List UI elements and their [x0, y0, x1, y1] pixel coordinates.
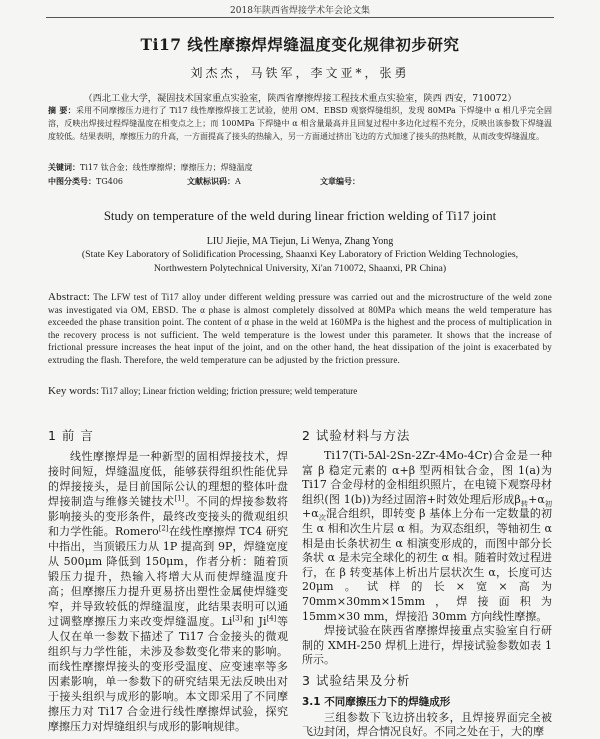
article-no-item — [320, 176, 360, 187]
section-3-paragraph-1: 三组参数下飞边挤出较多，且焊接界面完全被飞边封闭，焊合情况良好。不同之处在于，大的摩 — [302, 710, 552, 738]
affiliation-english-line1: (State Key Laboratory of Solidification Processing, Shaanxi Key Laboratory of Friction Welding Technologies, — [81, 249, 519, 260]
section-2-heading: 2 试验材料与方法 — [302, 428, 411, 443]
header-rule — [46, 17, 554, 18]
clc-value: TG406 — [96, 177, 123, 186]
abstract-english-label: Abstract: — [48, 291, 91, 303]
article-no-label: 文章编号： — [320, 177, 360, 186]
clc-item — [48, 176, 187, 187]
section-2-text-run: Ti17(Ti-5Al-2Sn-2Zr-4Mo-4Cr)合金是一种富 β 稳定元素的 α+β 型两相钛合金，图 1(a)为 Ti17 合金母材的金相组织照片，在电镜下观察母材组织(图 1(b))为经过固溶+时效处理后形成β — [302, 449, 552, 506]
abstract-chinese-label: 摘 要： — [48, 106, 76, 115]
running-header: 2018年陕西省焊接学术年会论文集 — [230, 6, 370, 16]
phase-subscript: 次 — [318, 514, 327, 523]
left-column — [48, 428, 289, 733]
section-2-text-run: +α — [528, 492, 545, 506]
citation: [2] — [158, 524, 169, 533]
section-2-paragraph-2: 焊接试验在陕西省摩擦焊接重点实验室自行研制的 XMH-250 焊机上进行，焊接试验参数如表 1 所示。 — [302, 624, 552, 667]
abstract-chinese — [48, 104, 552, 143]
clc-label: 中图分类号： — [48, 177, 96, 186]
keywords-chinese-text: Ti17 钛合金；线性摩擦焊；摩擦压力；焊缝温度 — [80, 163, 253, 172]
citation: [1] — [174, 494, 185, 503]
abstract-english-text: The LFW test of Ti17 alloy under different welding pressure was carried out and the microstructure of the weld zone was investigated via OM, EBSD. The α phase is almost completely dissolved at 80MPa which means the weld temperature has exceeded the phase transition point. The content of α phase in the weld at 160MPa is the highest and the process of multiplication in the recovery process is not sufficient. The weld temperature is the lowest under this parameter. It shows that the increase of frictional pressure increases the heat input of the joint, and on the other hand, the heat dissipation of the joint is exacerbated by extruding the flash. Therefore, the weld temperature can be adjusted by the friction pressure. — [48, 292, 552, 365]
section-1-text-run: 等人仅在单一参数下描述了 Ti17 合金接头的微观组织与力学性能，未涉及参数变化带来的影响。而线性摩擦焊接头的变形受温度、应变速率等多因素影响，单一参数下的研究结果无法反映出对于接头组织与成形的影响。本文即采用了不同摩擦压力对 Ti17 合金进行线性摩擦焊试验，探究摩擦压力对焊缝组织与成形的影响规律。 — [48, 615, 288, 733]
section-1-paragraph — [48, 449, 288, 734]
title-chinese: Ti17 线性摩擦焊焊缝温度变化规律初步研究 — [140, 35, 460, 54]
keywords-english — [48, 385, 552, 397]
section-1-heading: 1 前 言 — [48, 428, 94, 443]
affiliation-chinese: （西北工业大学，凝固技术国家重点实验室，陕西省摩擦焊接工程技术重点实验室，陕西 西安，710072） — [83, 93, 517, 104]
title-english: Study on temperature of the weld during linear friction welding of Ti17 joint — [103, 209, 497, 223]
classification-line — [48, 176, 552, 187]
affiliation-english-line2: Northwestern Polytechnical University, Xi'an 710072, Shaanxi, PR China) — [153, 263, 447, 274]
abstract-chinese-text: 采用不同摩擦压力进行了 Ti17 线性摩擦焊接工艺试验，使用 OM、EBSD 观察焊缝组织，发现 80MPa 下焊缝中 α 相几乎完全固溶，反映出焊接过程焊缝温度在相变点之上；而 100MPa 下焊缝中 α 相含量最高并且回复过程中多边化过程不充分，反映出该参数下焊缝温度较低。结果表明，摩擦压力的升高，一方面提高了接头的热输入，另一方面通过挤出飞边的方式加速了接头的热耗散，从而改变焊缝温度。 — [48, 106, 553, 141]
section-2-text-run: 混合组织，即转变 β 基体上分布一定数量的初生 α 相和次生片层 α 相。为双态组织，等轴初生 α 相是由长条状初生 α 相演变形成的，而图中部分长条状 α 是未完全球化的初生 α 相。随着时效过程进行，在 β 转变基体上析出片层状次生 α，长度可达 20μm。试样的长×宽×高为 70mm×30mm×15mm，焊接面积为 15mm×30 mm，焊接沿 30mm 方向线性摩擦。 — [302, 507, 553, 623]
phase-subscript: 转 — [520, 499, 529, 508]
section-3-heading: 3 试验结果及分析 — [302, 672, 411, 688]
right-column — [302, 428, 553, 738]
section-1-text-run: 和 Ji — [242, 615, 267, 628]
doc-code-label: 文献标识码： — [187, 177, 235, 186]
citation: [3] — [232, 614, 243, 623]
section-1-text-run: 线性摩擦焊是一种新型的固相焊接技术，焊接时间短，焊缝温度低，能够获得组织性能优异的焊接接头，是目前国际公认的理想的整体叶盘焊接制造与维修关键技术 — [48, 450, 288, 508]
keywords-english-label: Key words: — [48, 385, 100, 397]
abstract-english — [48, 291, 552, 367]
subsection-3-1-heading: 3.1 不同摩擦压力下的焊缝成形 — [302, 695, 451, 708]
citation: [4] — [266, 614, 277, 623]
keywords-english-text: Ti17 alloy; Linear friction welding; friction pressure; weld temperature — [101, 386, 358, 396]
section-1-text-run: 在线性摩擦焊 TC4 研究中指出，当顶锻压力从 1P 提高到 9P，焊缝宽度从 500μm 降低到 150μm，作者分析：随着顶锻压力提升，热输入将增大从而使焊缝温度升高；但摩擦压力提升更易挤出塑性金属使焊缝变窄，并导致较低的焊缝温度，此结果表明可以通过调整摩擦压力来改变焊缝温度。Li — [48, 525, 288, 628]
section-2-text-run: +α — [302, 507, 319, 521]
phase-subscript: 初 — [544, 499, 553, 508]
keywords-chinese-label: 关键词： — [48, 163, 80, 172]
authors-english: LIU Jiejie, MA Tiejun, Li Wenya, Zhang Yong — [206, 236, 394, 247]
doc-code-item — [187, 176, 320, 187]
section-1-text-run: 。不同的焊接参数将影响接头的变形条件，最终改变接头的微观组织和力学性能。Romero — [48, 495, 289, 538]
authors-chinese: 刘杰杰，马铁军，李文亚*，张勇 — [190, 66, 410, 80]
keywords-chinese — [48, 162, 552, 173]
section-2-paragraph-1 — [302, 449, 552, 624]
doc-code-value: A — [235, 177, 241, 186]
